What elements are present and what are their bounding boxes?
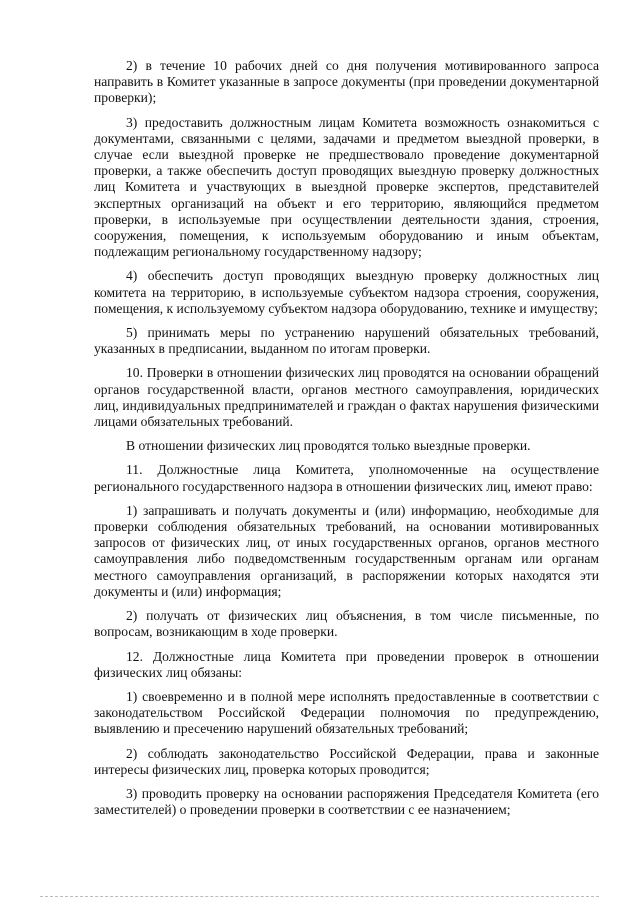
paragraph: 3) проводить проверку на основании распоряжения Председателя Комитета (его заместителей) о проведении проверки в соответствии с ее назначением; xyxy=(94,785,599,818)
paragraph: 2) получать от физических лиц объяснения, в том числе письменные, по вопросам, возникающим в ходе проверки. xyxy=(94,608,599,640)
paragraph: 3) предоставить должностным лицам Комитета возможность ознакомиться с документами, связанными с целями, задачами и предметом выездной проверки, в случае если выездной проверке не предшествовало проведение документарной проверки, а также обеспечить доступ проводящих выездную проверку должностных лиц Комитета и участвующих в выездной проверке экспертов, представителей экспертных организаций на объект и его территорию, являющийся предметом проверки, в используемые при осуществлении деятельности здания, строения, сооружения, помещения, к используемым оборудованию и иным объектам, подлежащим региональному государственному надзору; xyxy=(94,114,599,260)
paragraph: 1) своевременно и в полной мере исполнять предоставленные в соответствии с законодательством Российской Федерации полномочия по предупреждению, выявлению и пресечению нарушений обязательных требований; xyxy=(94,688,599,737)
paragraph: 2) в течение 10 рабочих дней со дня получения мотивированного запроса направить в Комитет указанные в запросе документы (при проведении документарной проверки); xyxy=(94,58,599,106)
paragraph: 4) обеспечить доступ проводящих выездную проверку должностных лиц комитета на территорию, в используемые субъектом надзора строения, сооружения, помещения, к используемому субъектом надзора оборудованию, технике и имуществу; xyxy=(94,268,599,316)
paragraph: 2) соблюдать законодательство Российской Федерации, права и законные интересы физических лиц, проверка которых проводится; xyxy=(94,745,599,777)
paragraph: 5) принимать меры по устранению нарушений обязательных требований, указанных в предписании, выданном по итогам проверки. xyxy=(94,325,599,357)
bottom-divider xyxy=(40,896,599,897)
paragraph: 10. Проверки в отношении физических лиц проводятся на основании обращений органов государственной власти, органов местного самоуправления, юридических лиц, индивидуальных предпринимателей и граждан о фактах нарушения физическими лицами обязательных требований. xyxy=(94,365,599,430)
paragraph: В отношении физических лиц проводятся только выездные проверки. xyxy=(126,438,531,454)
paragraph: 11. Должностные лица Комитета, уполномоченные на осуществление регионального государственного надзора в отношении физических лиц, имеют право: xyxy=(94,462,599,494)
paragraph: 1) запрашивать и получать документы и (или) информацию, необходимые для проверки соблюдения обязательных требований, на основании мотивированных запросов от физических лиц, от иных государственных органов, органов местного самоуправления либо подведомственным государственным органам или органам местного самоуправления организаций, в распоряжении которых находятся эти документы и (или) информация; xyxy=(94,502,599,599)
paragraph: 12. Должностные лица Комитета при проведении проверок в отношении физических лиц обязаны: xyxy=(94,648,599,680)
